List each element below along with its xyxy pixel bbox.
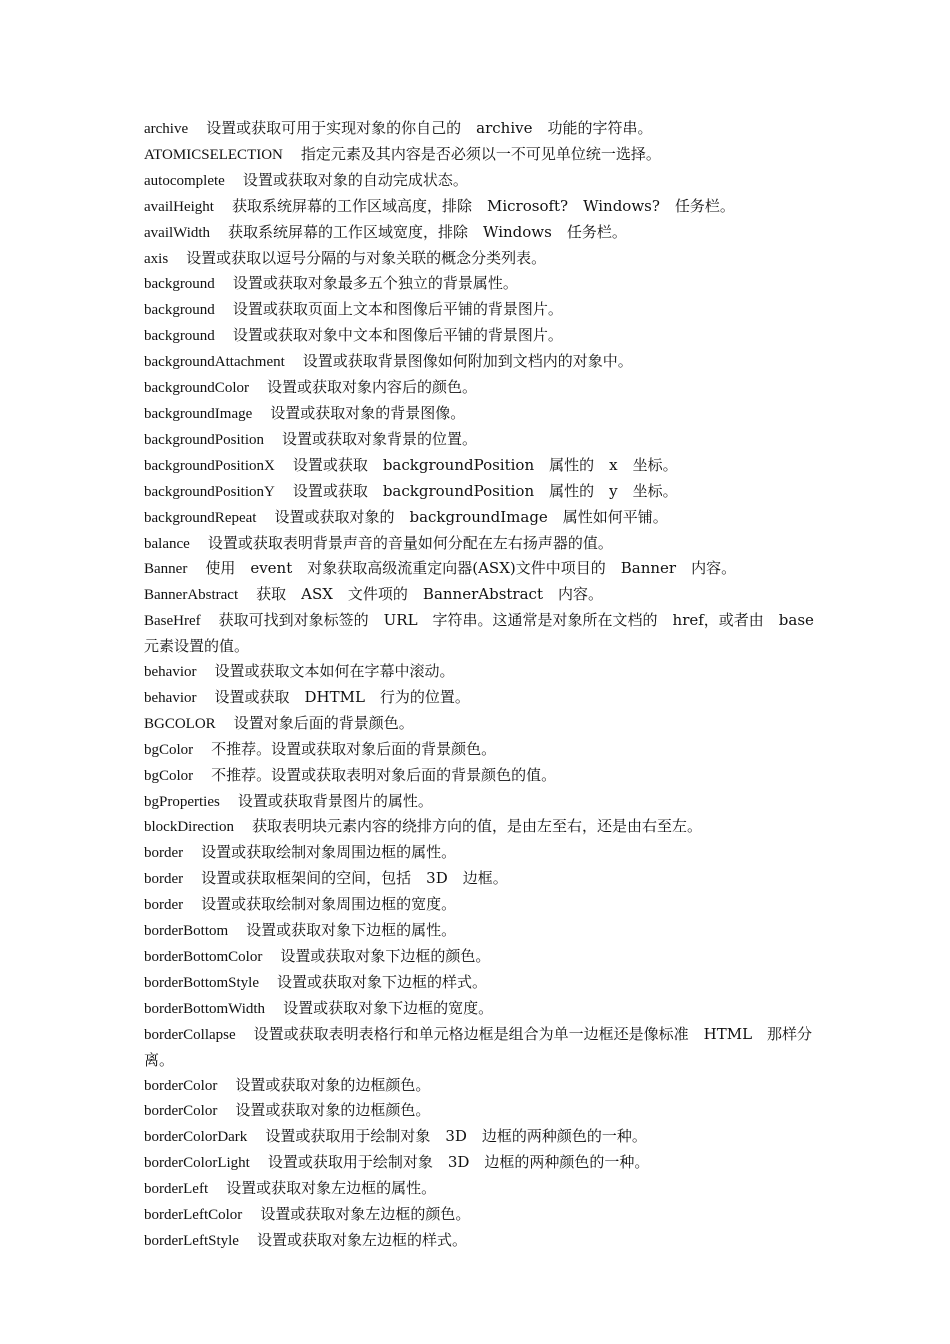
property-name: autocomplete [144, 172, 225, 189]
property-description: 设置或获取 backgroundPosition 属性的 x 坐标。 [292, 455, 678, 474]
property-description: 获取系统屏幕的工作区域宽度，排除 Windows 任务栏。 [228, 222, 627, 241]
property-description: 设置或获取绘制对象周围边框的宽度。 [201, 895, 457, 914]
property-name: archive [144, 121, 189, 137]
entry-line [144, 1176, 824, 1202]
entry-line [144, 194, 824, 220]
property-description: 设置或获取对象背景的位置。 [282, 429, 478, 448]
entry-line [144, 918, 824, 944]
entry-line [144, 297, 824, 323]
entry-line [144, 608, 829, 659]
entry-line [144, 763, 824, 789]
property-description: 设置或获取对象左边框的颜色。 [260, 1205, 471, 1224]
property-name: availHeight [144, 198, 214, 215]
entry-line [144, 1073, 824, 1099]
property-description: 设置或获取背景图像如何附加到文档内的对象中。 [302, 352, 633, 371]
entry-line [144, 1202, 824, 1228]
property-name: borderLeftStyle [144, 1232, 239, 1249]
property-description: 设置或获取背景图片的属性。 [237, 791, 433, 810]
entry-line [144, 323, 824, 349]
entry-line [144, 866, 824, 892]
property-description: 设置或获取对象的边框颜色。 [235, 1075, 431, 1094]
entry-line [144, 659, 824, 685]
property-description: 设置或获取对象的边框颜色。 [235, 1101, 431, 1120]
property-name: border [144, 871, 184, 888]
entry-line [144, 944, 824, 970]
property-name: bgProperties [144, 793, 220, 810]
property-description: 获取表明块元素内容的绕排方向的值，是由左至右，还是由右至左。 [251, 817, 702, 836]
entry-line [144, 1098, 824, 1124]
entry-line [144, 814, 824, 840]
entry-line [144, 582, 824, 608]
property-name: blockDirection [144, 819, 234, 836]
property-name: axis [144, 250, 169, 267]
property-description: 设置或获取对象的自动完成状态。 [242, 170, 468, 189]
property-name: backgroundRepeat [144, 509, 257, 526]
property-description: 设置或获取对象的 backgroundImage 属性如何平铺。 [274, 507, 668, 526]
entry-line [144, 427, 824, 453]
document-page [144, 116, 829, 1254]
property-name: border [144, 845, 184, 862]
property-name: behavior [144, 689, 197, 706]
entry-line [144, 711, 824, 737]
entry-line [144, 116, 824, 142]
property-description: 设置或获取对象下边框的样式。 [277, 972, 488, 991]
entry-line [144, 142, 824, 168]
property-name: borderBottom [144, 923, 229, 940]
entry-line [144, 685, 824, 711]
property-description: 设置或获取对象最多五个独立的背景属性。 [232, 274, 518, 293]
property-description: 设置或获取表明表格行和单元格边框是组合为单一边框还是像标准 HTML 那样分离。 [144, 1024, 813, 1069]
property-description: 设置或获取可用于实现对象的你自己的 archive 功能的字符串。 [206, 119, 653, 137]
property-description: 获取可找到对象标签的 URL 字符串。这通常是对象所在文档的 href，或者由 base 元素设置的值。 [144, 611, 829, 656]
entry-line [144, 401, 824, 427]
property-name: backgroundPositionY [144, 483, 275, 500]
property-description: 设置或获取对象左边框的属性。 [226, 1179, 437, 1198]
property-name: Banner [144, 561, 188, 578]
property-name: borderColorDark [144, 1129, 248, 1146]
property-name: BGCOLOR [144, 715, 216, 732]
entry-line [144, 556, 824, 582]
property-name: backgroundPosition [144, 431, 264, 448]
property-description: 设置或获取绘制对象周围边框的属性。 [201, 843, 457, 862]
property-name: balance [144, 535, 190, 552]
entry-line [144, 505, 824, 531]
property-name: borderLeftColor [144, 1207, 243, 1224]
property-name: BannerAbstract [144, 587, 239, 604]
entry-line [144, 970, 824, 996]
entry-line [144, 1150, 824, 1176]
entry-line [144, 246, 824, 272]
property-description: 设置或获取对象下边框的属性。 [246, 921, 457, 940]
property-description: 设置或获取对象左边框的样式。 [256, 1230, 467, 1249]
entry-line [144, 349, 824, 375]
entry-line [144, 479, 824, 505]
entry-line [144, 737, 824, 763]
property-description: 设置或获取对象中文本和图像后平铺的背景图片。 [232, 326, 563, 345]
property-description: 设置或获取框架间的空间，包括 3D 边框。 [201, 869, 508, 888]
property-name: backgroundAttachment [144, 354, 285, 371]
property-name: background [144, 328, 215, 345]
property-name: borderBottomColor [144, 949, 263, 965]
property-description: 不推荐。设置或获取对象后面的背景颜色。 [211, 739, 497, 758]
entry-line [144, 168, 824, 194]
entry-line [144, 375, 824, 401]
entry-line [144, 271, 824, 297]
property-description: 设置或获取页面上文本和图像后平铺的背景图片。 [232, 300, 563, 319]
property-description: 指定元素及其内容是否必须以一不可见单位统一选择。 [300, 144, 661, 163]
property-name: borderColor [144, 1103, 218, 1120]
property-name: border [144, 897, 184, 914]
property-name: bgColor [144, 767, 194, 784]
property-name: backgroundPositionX [144, 457, 275, 474]
entry-line [144, 789, 824, 815]
property-name: borderColor [144, 1077, 218, 1094]
property-name: borderBottomWidth [144, 1000, 266, 1017]
property-name: bgColor [144, 741, 194, 758]
property-name: availWidth [144, 224, 211, 241]
property-name: background [144, 276, 215, 293]
property-name: backgroundImage [144, 405, 253, 422]
property-name: borderColorLight [144, 1155, 250, 1172]
entry-line [144, 1228, 824, 1254]
property-description: 设置或获取文本如何在字幕中滚动。 [214, 662, 455, 681]
entry-line [144, 1124, 824, 1150]
property-name: borderLeft [144, 1181, 209, 1198]
entry-line [144, 892, 824, 918]
property-description: 设置或获取对象下边框的颜色。 [280, 947, 491, 965]
entry-line [144, 840, 824, 866]
property-description: 设置或获取对象的背景图像。 [270, 403, 466, 422]
property-description: 设置或获取对象下边框的宽度。 [283, 998, 494, 1017]
property-description: 设置或获取用于绘制对象 3D 边框的两种颜色的一种。 [267, 1153, 650, 1172]
entry-line [144, 1022, 824, 1073]
property-description: 设置或获取对象内容后的颜色。 [266, 378, 477, 397]
property-name: backgroundColor [144, 380, 249, 397]
property-description: 设置或获取 DHTML 行为的位置。 [214, 687, 470, 706]
property-description: 获取系统屏幕的工作区域高度，排除 Microsoft? Windows? 任务栏。 [231, 196, 735, 215]
property-description: 设置或获取 backgroundPosition 属性的 y 坐标。 [292, 481, 678, 500]
property-name: background [144, 302, 215, 319]
property-description: 不推荐。设置或获取表明对象后面的背景颜色的值。 [211, 765, 557, 784]
property-name: borderCollapse [144, 1026, 236, 1043]
property-description: 设置或获取以逗号分隔的与对象关联的概念分类列表。 [186, 248, 547, 267]
entry-line [144, 531, 824, 557]
entry-line [144, 220, 824, 246]
property-name: behavior [144, 664, 197, 681]
entry-line [144, 996, 824, 1022]
entry-line [144, 453, 824, 479]
property-name: ATOMICSELECTION [144, 146, 283, 163]
property-description: 设置对象后面的背景颜色。 [233, 713, 414, 732]
property-name: borderBottomStyle [144, 974, 259, 991]
property-description: 设置或获取表明背景声音的音量如何分配在左右扬声器的值。 [207, 533, 613, 552]
property-description: 使用 event 对象获取高级流重定向器(ASX)文件中项目的 Banner 内容。 [205, 559, 737, 578]
property-description: 获取 ASX 文件项的 BannerAbstract 内容。 [256, 585, 603, 604]
property-description: 设置或获取用于绘制对象 3D 边框的两种颜色的一种。 [265, 1127, 647, 1146]
property-name: BaseHref [144, 613, 201, 630]
